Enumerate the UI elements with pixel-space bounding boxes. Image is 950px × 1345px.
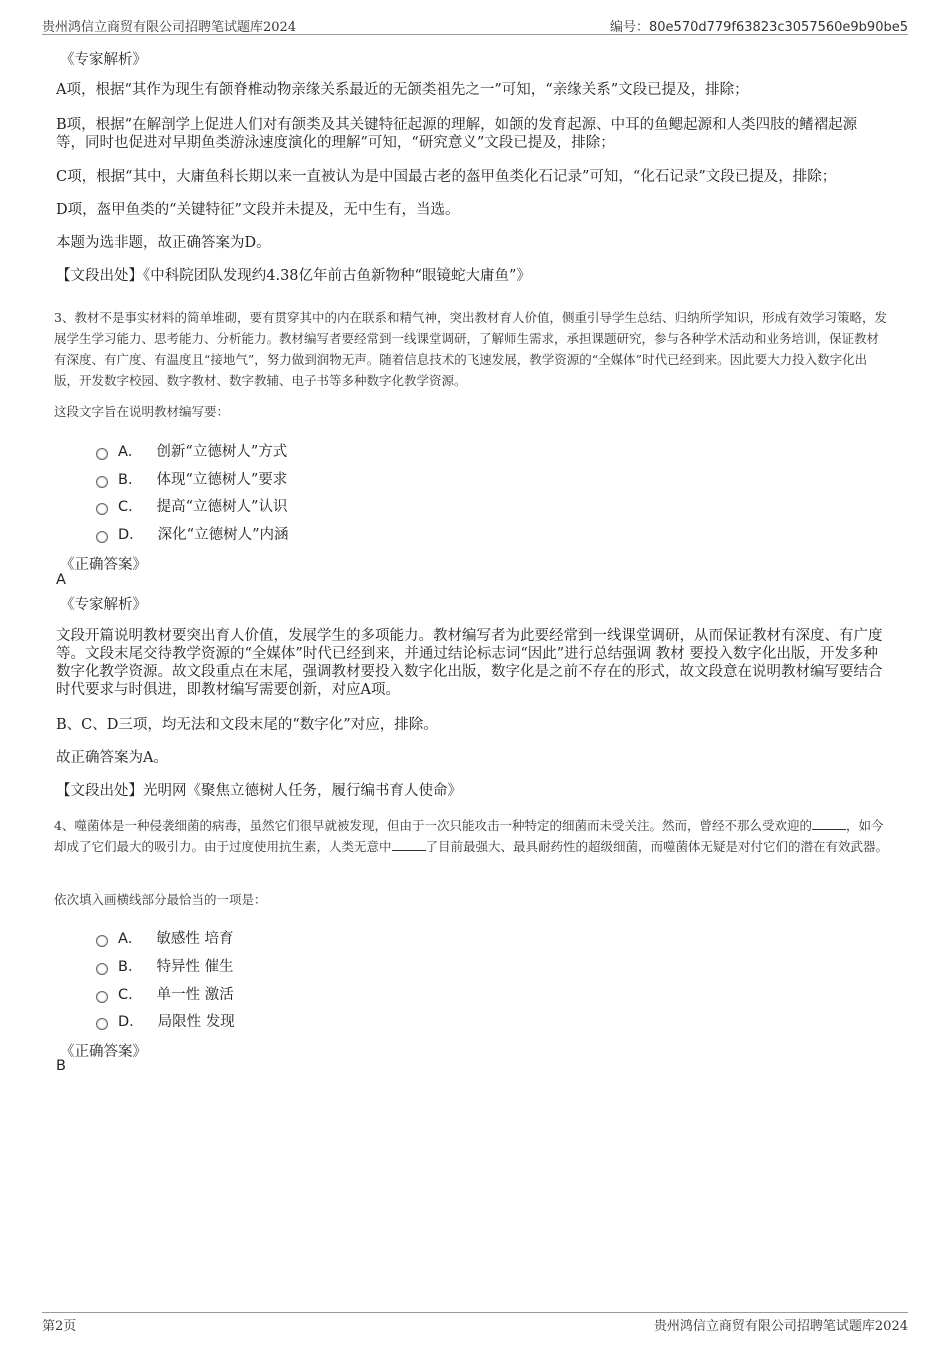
footer-company: 贵州鸿信立商贸有限公司招聘笔试题库2024 xyxy=(653,1319,908,1334)
option-text: 敏感性 培育 xyxy=(156,931,234,947)
page-footer xyxy=(42,1312,908,1333)
q4-answer-label: 《正确答案》 xyxy=(60,1044,147,1060)
q2-source: 【文段出处】《中科院团队发现约4.38亿年前古鱼新物种“眼镜蛇大庸鱼”》 xyxy=(56,268,531,284)
radio-icon[interactable] xyxy=(96,503,108,515)
q2-analysis-label: 《专家解析》 xyxy=(60,52,147,68)
blank-2 xyxy=(392,838,426,851)
option-text: 单一性 激活 xyxy=(156,987,234,1003)
radio-icon[interactable] xyxy=(96,448,108,460)
option-key: D． xyxy=(118,527,144,543)
q4-option-b[interactable] xyxy=(96,955,234,976)
q3-option-c[interactable] xyxy=(96,495,287,516)
q2-conclusion: 本题为选非题，故正确答案为D。 xyxy=(56,235,271,251)
option-key: D． xyxy=(118,1014,144,1030)
option-key: B． xyxy=(118,472,143,488)
option-text: 局限性 发现 xyxy=(157,1014,235,1030)
q3-option-d[interactable] xyxy=(96,523,289,544)
q4-question: 依次填入画横线部分最恰当的一项是： xyxy=(54,892,267,907)
q3-text: 3、教材不是事实材料的简单堆砌，要有贯穿其中的内在联系和精气神，突出教材育人价值，侧重引导学生总结、归纳所学知识，形成有效学习策略，发展学生学习能力、思考能力、分析能力。教材编写者要经常到一线课堂调研，了解师生需求，承担课题研究，参与各种学术活动和业务培训，保证教材有深度、有广度、有温度且“接地气”，努力做到润物无声。随着信息技术的飞速发展，教学资源的“全媒体”时代已经到来。因此要大力投入数字化出版，开发数字校园、数字教材、数字教辅、电子书等多种数字化教学资源。 xyxy=(54,310,887,388)
radio-icon[interactable] xyxy=(96,963,108,975)
q3-analysis-2: B、C、D三项，均无法和文段末尾的“数字化”对应，排除。 xyxy=(56,717,438,733)
q3-source: 【文段出处】光明网《聚焦立德树人任务，履行编书育人使命》 xyxy=(56,783,462,799)
q4-option-c[interactable] xyxy=(96,983,234,1004)
q3-question: 这段文字旨在说明教材编写要： xyxy=(54,404,230,419)
q3-option-b[interactable] xyxy=(96,468,287,489)
option-text: 创新“立德树人”方式 xyxy=(156,444,288,460)
q2-analysis-a: A项，根据“其作为现生有颌脊椎动物亲缘关系最近的无颌类祖先之一”可知，“亲缘关系”文段已提及，排除； xyxy=(56,82,749,98)
q3-analysis-1: 文段开篇说明教材要突出育人价值，发展学生的多项能力。教材编写者为此要经常到一线课堂调研，从而保证教材有深度、有广度等。文段末尾交待教学资源的“全媒体”时代已经到来，并通过结论标志词“因此”进行总结强调 教材 要投入数字化出版，开发多种数字化教学资源。故文段重点在末尾，强调教材要投入数字化出版，数字化是之前不存在的形式，故文段意在说明教材编写要结合时代要求与时俱进，即教材编写需要创新，对应A项。 xyxy=(56,628,883,698)
radio-icon[interactable] xyxy=(96,991,108,1003)
option-text: 特异性 催生 xyxy=(156,959,234,975)
q4-text xyxy=(54,815,890,857)
q4-option-d[interactable] xyxy=(96,1010,235,1031)
radio-icon[interactable] xyxy=(96,935,108,947)
q4-text-1: 4、噬菌体是一种侵袭细菌的病毒，虽然它们很早就被发现，但由于一次只能攻击一种特定的细菌而未受关注。然而，曾经不那么受欢迎的 xyxy=(54,818,812,833)
radio-icon[interactable] xyxy=(96,531,108,543)
page-header xyxy=(42,14,908,35)
radio-icon[interactable] xyxy=(96,1018,108,1030)
q2-analysis-b: B项，根据“在解剖学上促进人们对有颌类及其关键特征起源的理解，如颌的发育起源、中耳的鱼鳃起源和人类四肢的鳍褶起源等，同时也促进对早期鱼类游泳速度演化的理解”可知，“研究意义”文段已提及，排除； xyxy=(56,117,858,151)
q3-option-a[interactable] xyxy=(96,440,287,461)
option-text: 体现“立德树人”要求 xyxy=(156,472,288,488)
header-company: 贵州鸿信立商贸有限公司招聘笔试题库2024 xyxy=(42,20,297,35)
option-key: C． xyxy=(118,987,143,1003)
q4-answer: B xyxy=(56,1058,66,1074)
q4-text-3: 了目前最强大、最具耐药性的超级细菌，而噬菌体无疑是对付它们的潜在有效武器。 xyxy=(425,839,889,854)
q4-option-a[interactable] xyxy=(96,927,234,948)
option-key: A． xyxy=(118,931,143,947)
q2-analysis-d: D项，盔甲鱼类的“关键特征”文段并未提及，无中生有，当选。 xyxy=(56,202,460,218)
q3-answer-label: 《正确答案》 xyxy=(60,557,147,573)
q3-analysis-label: 《专家解析》 xyxy=(60,597,147,613)
option-key: C． xyxy=(118,499,143,515)
footer-page: 第2页 xyxy=(42,1319,77,1334)
q4-text-2: ，如今却成了它们最大的吸引力。由于过度使用抗生素，人类无意中 xyxy=(54,818,884,854)
q2-analysis-c: C项，根据“其中，大庸鱼科长期以来一直被认为是中国最古老的盔甲鱼类化石记录”可知，“化石记录”文段已提及，排除； xyxy=(56,169,837,185)
radio-icon[interactable] xyxy=(96,476,108,488)
option-text: 深化“立德树人”内涵 xyxy=(157,527,289,543)
q3-conclusion: 故正确答案为A。 xyxy=(56,750,168,766)
option-key: B． xyxy=(118,959,143,975)
option-text: 提高“立德树人”认识 xyxy=(156,499,288,515)
q3-answer: A xyxy=(56,572,66,588)
option-key: A． xyxy=(118,444,143,460)
header-code: 编号：80e570d779f63823c3057560e9b90be5 xyxy=(610,20,908,35)
blank-1 xyxy=(812,817,846,830)
